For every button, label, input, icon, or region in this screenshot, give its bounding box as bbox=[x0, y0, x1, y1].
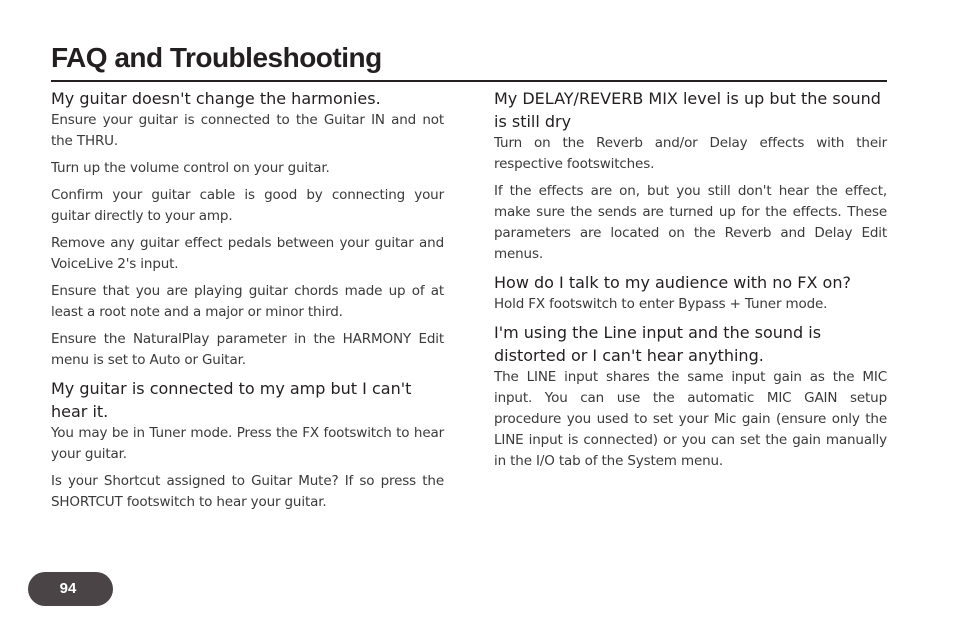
faq-answer: Confirm your guitar cable is good by connecting your guitar directly to your amp. bbox=[51, 187, 444, 224]
faq-question: My guitar doesn't change the harmonies. bbox=[51, 89, 381, 108]
faq-section-line-input bbox=[494, 321, 887, 472]
faq-answer: Is your Shortcut assigned to Guitar Mute? If so press the SHORTCUT footswitch to hear your guitar. bbox=[51, 473, 444, 510]
faq-answer: Turn up the volume control on your guitar. bbox=[51, 160, 330, 176]
page-number: 94 bbox=[59, 580, 77, 597]
title-divider bbox=[51, 80, 887, 82]
faq-answer: Remove any guitar effect pedals between your guitar and VoiceLive 2's input. bbox=[51, 235, 444, 272]
faq-section-guitar-harmonies bbox=[51, 87, 444, 371]
faq-section-guitar-amp bbox=[51, 377, 444, 513]
faq-answer: Ensure that you are playing guitar chords made up of at least a root note and a major or minor third. bbox=[51, 283, 444, 320]
page-number-badge bbox=[28, 572, 113, 606]
faq-section-delay-reverb bbox=[494, 87, 887, 265]
faq-question: I'm using the Line input and the sound is distorted or I can't hear anything. bbox=[494, 323, 822, 365]
faq-answer: The LINE input shares the same input gain as the MIC input. You can use the automatic MIC GAIN setup procedure you used to set your Mic gain (ensure only the LINE input is connected) or you can set the gain manually in the I/O tab of the System menu. bbox=[494, 369, 887, 469]
faq-section-talk-no-fx bbox=[494, 271, 887, 315]
faq-question: My guitar is connected to my amp but I can't hear it. bbox=[51, 379, 412, 421]
page-title: FAQ and Troubleshooting bbox=[51, 42, 382, 73]
left-column bbox=[51, 87, 444, 519]
faq-answer: If the effects are on, but you still don't hear the effect, make sure the sends are turned up for the effects. These parameters are located on the Reverb and Delay Edit menus. bbox=[494, 183, 887, 262]
right-column bbox=[494, 87, 887, 478]
faq-question: How do I talk to my audience with no FX on? bbox=[494, 273, 851, 292]
faq-answer: You may be in Tuner mode. Press the FX footswitch to hear your guitar. bbox=[51, 425, 444, 462]
faq-answer: Ensure the NaturalPlay parameter in the HARMONY Edit menu is set to Auto or Guitar. bbox=[51, 331, 444, 368]
faq-question: My DELAY/REVERB MIX level is up but the sound is still dry bbox=[494, 89, 881, 131]
faq-answer: Ensure your guitar is connected to the Guitar IN and not the THRU. bbox=[51, 112, 444, 149]
faq-answer: Turn on the Reverb and/or Delay effects with their respective footswitches. bbox=[494, 135, 887, 172]
faq-answer: Hold FX footswitch to enter Bypass + Tuner mode. bbox=[494, 296, 828, 312]
